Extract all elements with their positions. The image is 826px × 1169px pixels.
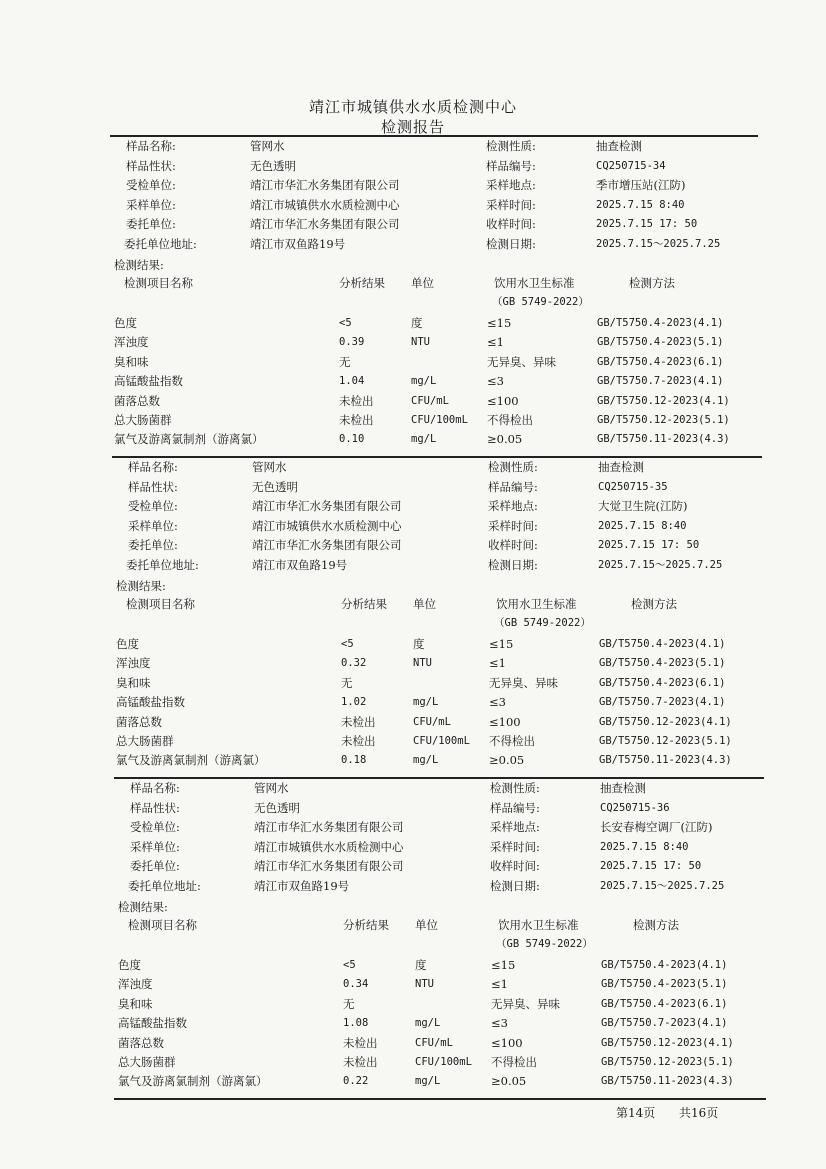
label-sample-no: 样品编号: <box>490 800 540 815</box>
row-standard: 无异臭、异味 <box>491 996 560 1011</box>
row-item-name: 高锰酸盐指数 <box>116 695 185 710</box>
row-result: <5 <box>341 638 354 650</box>
value-sample-name: 管网水 <box>254 781 289 795</box>
col-header-item: 检测项目名称 <box>124 276 193 290</box>
value-sample-no: CQ250715-34 <box>596 159 666 172</box>
label-receive-time: 收样时间: <box>486 217 536 232</box>
org-title: 靖江市城镇供水水质检测中心 <box>308 98 517 116</box>
label-entrust: 委托单位: <box>126 217 176 232</box>
value-entrust: 靖江市华汇水务集团有限公司 <box>252 538 402 553</box>
row-item-name: 浑浊度 <box>116 656 151 671</box>
col-header-unit: 单位 <box>413 597 436 611</box>
row-item-name: 氯气及游离氯制剂（游离氯） <box>116 753 266 768</box>
col-header-method: 检测方法 <box>629 276 675 290</box>
row-standard: ≤1 <box>489 656 506 671</box>
label-sample-trait: 样品性状: <box>130 800 180 815</box>
row-standard: 不得检出 <box>489 734 535 748</box>
col-header-item: 检测项目名称 <box>126 597 195 611</box>
label-entrust-addr: 委托单位地址: <box>124 237 197 251</box>
row-result: 0.22 <box>343 1075 369 1088</box>
row-standard: ≥0.05 <box>491 1074 527 1089</box>
row-item-name: 色度 <box>116 637 139 651</box>
col-header-method: 检测方法 <box>631 597 677 611</box>
col-header-standard-code: （GB 5749-2022） <box>494 617 591 629</box>
value-sample-time: 2025.7.15 8:40 <box>596 198 685 211</box>
value-entrust-addr: 靖江市双鱼路19号 <box>252 558 348 572</box>
row-item-name: 臭和味 <box>116 675 151 690</box>
row-method: GB/T5750.7-2023(4.1) <box>601 1017 728 1030</box>
row-result: 未检出 <box>341 714 376 729</box>
label-sample-site: 采样地点: <box>488 499 538 514</box>
label-entrust-addr: 委托单位地址: <box>126 558 199 572</box>
col-header-unit: 单位 <box>415 918 438 932</box>
label-test-type: 检测性质: <box>486 139 536 153</box>
label-entrust: 委托单位: <box>128 538 178 553</box>
value-test-date: 2025.7.15～2025.7.25 <box>598 559 723 571</box>
value-sample-site: 大觉卫生院(江防) <box>598 499 688 514</box>
label-client: 受检单位: <box>128 499 178 514</box>
row-method: GB/T5750.11-2023(4.3) <box>601 1075 734 1088</box>
row-result: 0.34 <box>343 978 369 991</box>
value-receive-time: 2025.7.15 17: 50 <box>596 218 698 231</box>
label-sample-name: 样品名称: <box>128 460 178 474</box>
row-method: GB/T5750.4-2023(6.1) <box>597 355 724 368</box>
row-result: 0.18 <box>341 754 367 767</box>
row-method: GB/T5750.12-2023(4.1) <box>601 1036 734 1049</box>
results-label: 检测结果: <box>114 258 164 272</box>
row-item-name: 菌落总数 <box>116 714 162 729</box>
value-sample-trait: 无色透明 <box>250 158 296 173</box>
row-result: 0.39 <box>339 336 365 349</box>
label-test-date: 检测日期: <box>490 879 540 893</box>
row-standard: ≤15 <box>491 958 516 972</box>
col-header-standard: 饮用水卫生标准 <box>496 597 577 611</box>
label-entrust-addr: 委托单位地址: <box>128 879 201 893</box>
row-standard: ≤3 <box>489 695 506 710</box>
row-item-name: 臭和味 <box>118 996 153 1011</box>
row-standard: ≤100 <box>489 714 521 729</box>
row-standard: ≥0.05 <box>489 753 525 768</box>
row-method: GB/T5750.12-2023(5.1) <box>597 414 730 426</box>
label-sample-trait: 样品性状: <box>126 158 176 173</box>
row-method: GB/T5750.7-2023(4.1) <box>597 375 724 388</box>
label-sample-no: 样品编号: <box>486 158 536 173</box>
row-unit: mg/L <box>415 1017 441 1030</box>
label-sample-trait: 样品性状: <box>128 479 178 494</box>
row-method: GB/T5750.4-2023(6.1) <box>599 676 726 689</box>
row-result: 未检出 <box>343 1055 378 1069</box>
value-test-date: 2025.7.15～2025.7.25 <box>596 238 721 250</box>
row-result: 未检出 <box>339 413 374 427</box>
row-unit: CFU/100mL <box>413 735 470 747</box>
label-sample-no: 样品编号: <box>488 479 538 494</box>
value-client: 靖江市华汇水务集团有限公司 <box>252 499 402 514</box>
row-unit: CFU/mL <box>415 1036 453 1049</box>
value-sample-site: 长安春梅空调厂(江防) <box>600 820 713 835</box>
col-header-item: 检测项目名称 <box>128 918 197 932</box>
label-sample-site: 采样地点: <box>490 820 540 835</box>
value-receive-time: 2025.7.15 17: 50 <box>600 860 702 873</box>
label-client: 受检单位: <box>130 820 180 835</box>
row-unit: CFU/mL <box>413 715 451 728</box>
value-sample-name: 管网水 <box>252 460 287 474</box>
row-result: 无 <box>343 996 355 1011</box>
value-entrust: 靖江市华汇水务集团有限公司 <box>250 217 400 232</box>
row-unit: mg/L <box>415 1075 441 1088</box>
row-standard: 不得检出 <box>491 1055 537 1069</box>
row-item-name: 总大肠菌群 <box>114 413 172 427</box>
value-test-type: 抽查检测 <box>600 781 646 795</box>
row-unit: mg/L <box>413 696 439 709</box>
row-unit: NTU <box>413 657 432 670</box>
row-standard: ≤100 <box>487 393 519 408</box>
value-sampler: 靖江市城镇供水水质检测中心 <box>252 518 402 533</box>
row-unit: mg/L <box>413 754 439 767</box>
row-standard: ≤3 <box>491 1016 508 1031</box>
row-method: GB/T5750.11-2023(4.3) <box>599 754 732 767</box>
label-receive-time: 收样时间: <box>490 859 540 874</box>
row-unit: CFU/100mL <box>415 1056 472 1068</box>
value-sample-trait: 无色透明 <box>252 479 298 494</box>
row-standard: ≤100 <box>491 1035 523 1050</box>
row-unit: NTU <box>415 978 434 991</box>
row-item-name: 菌落总数 <box>114 393 160 408</box>
report-title: 检测报告 <box>380 118 445 136</box>
label-test-date: 检测日期: <box>486 237 536 251</box>
row-unit: mg/L <box>411 433 437 446</box>
row-result: 0.10 <box>339 433 365 446</box>
value-sample-time: 2025.7.15 8:40 <box>600 840 689 853</box>
label-sampler: 采样单位: <box>128 518 178 533</box>
value-sample-no: CQ250715-35 <box>598 480 668 493</box>
label-test-type: 检测性质: <box>490 781 540 795</box>
row-item-name: 浑浊度 <box>114 335 149 350</box>
section-divider <box>110 135 758 137</box>
col-header-result: 分析结果 <box>341 597 387 611</box>
col-header-standard: 饮用水卫生标准 <box>494 276 575 290</box>
col-header-standard-code: （GB 5749-2022） <box>496 938 593 950</box>
row-unit: 度 <box>411 316 423 330</box>
value-test-type: 抽查检测 <box>598 460 644 474</box>
label-receive-time: 收样时间: <box>488 538 538 553</box>
label-test-type: 检测性质: <box>488 460 538 474</box>
row-method: GB/T5750.4-2023(4.1) <box>599 638 726 650</box>
label-sample-time: 采样时间: <box>490 839 540 854</box>
label-test-date: 检测日期: <box>488 558 538 572</box>
row-item-name: 总大肠菌群 <box>116 734 174 748</box>
page-total: 共16页 <box>679 1106 719 1120</box>
row-standard: 无异臭、异味 <box>487 354 556 369</box>
row-item-name: 臭和味 <box>114 354 149 369</box>
value-entrust-addr: 靖江市双鱼路19号 <box>250 237 346 251</box>
value-sample-time: 2025.7.15 8:40 <box>598 519 687 532</box>
results-label: 检测结果: <box>116 579 166 593</box>
value-entrust-addr: 靖江市双鱼路19号 <box>254 879 350 893</box>
row-method: GB/T5750.11-2023(4.3) <box>597 433 730 446</box>
row-method: GB/T5750.12-2023(5.1) <box>599 735 732 747</box>
row-item-name: 高锰酸盐指数 <box>114 374 183 389</box>
value-sample-site: 季市增压站(江防) <box>596 178 686 193</box>
value-sample-name: 管网水 <box>250 139 285 153</box>
col-header-standard: 饮用水卫生标准 <box>498 918 579 932</box>
row-standard: 无异臭、异味 <box>489 675 558 690</box>
value-sample-trait: 无色透明 <box>254 800 300 815</box>
row-item-name: 氯气及游离氯制剂（游离氯） <box>118 1074 268 1089</box>
value-sampler: 靖江市城镇供水水质检测中心 <box>250 197 400 212</box>
page-number: 第14页 <box>616 1106 656 1120</box>
row-result: 无 <box>341 675 353 690</box>
row-method: GB/T5750.4-2023(5.1) <box>597 336 724 349</box>
label-sample-time: 采样时间: <box>486 197 536 212</box>
label-sample-name: 样品名称: <box>130 781 180 795</box>
row-result: 0.32 <box>341 657 367 670</box>
row-standard: 不得检出 <box>487 413 533 427</box>
row-standard: ≤1 <box>487 335 504 350</box>
value-sample-no: CQ250715-36 <box>600 801 670 814</box>
row-method: GB/T5750.4-2023(4.1) <box>601 959 728 971</box>
col-header-result: 分析结果 <box>339 276 385 290</box>
results-label: 检测结果: <box>118 900 168 914</box>
col-header-standard-code: （GB 5749-2022） <box>492 296 589 308</box>
row-standard: ≥0.05 <box>487 432 523 447</box>
row-result: <5 <box>343 959 356 971</box>
label-client: 受检单位: <box>126 178 176 193</box>
col-header-result: 分析结果 <box>343 918 389 932</box>
row-method: GB/T5750.4-2023(5.1) <box>599 657 726 670</box>
col-header-method: 检测方法 <box>633 918 679 932</box>
row-item-name: 氯气及游离氯制剂（游离氯） <box>114 432 264 447</box>
label-sample-name: 样品名称: <box>126 139 176 153</box>
row-unit: mg/L <box>411 375 437 388</box>
label-entrust: 委托单位: <box>130 859 180 874</box>
row-item-name: 浑浊度 <box>118 977 153 992</box>
row-unit: 度 <box>413 637 425 651</box>
row-item-name: 菌落总数 <box>118 1035 164 1050</box>
label-sample-time: 采样时间: <box>488 518 538 533</box>
row-item-name: 总大肠菌群 <box>118 1055 176 1069</box>
bottom-divider <box>114 1098 766 1100</box>
row-item-name: 高锰酸盐指数 <box>118 1016 187 1031</box>
row-method: GB/T5750.4-2023(6.1) <box>601 997 728 1010</box>
row-result: 未检出 <box>341 734 376 748</box>
row-result: 无 <box>339 354 351 369</box>
row-result: <5 <box>339 317 352 329</box>
row-unit: CFU/100mL <box>411 414 468 426</box>
value-test-type: 抽查检测 <box>596 139 642 153</box>
row-unit: 度 <box>415 958 427 972</box>
row-result: 1.04 <box>339 375 365 388</box>
row-method: GB/T5750.12-2023(4.1) <box>599 715 732 728</box>
row-result: 1.08 <box>343 1017 369 1030</box>
row-unit: NTU <box>411 336 430 349</box>
row-method: GB/T5750.4-2023(5.1) <box>601 978 728 991</box>
row-result: 1.02 <box>341 696 367 709</box>
row-standard: ≤15 <box>489 637 514 651</box>
value-test-date: 2025.7.15～2025.7.25 <box>600 880 725 892</box>
value-client: 靖江市华汇水务集团有限公司 <box>254 820 404 835</box>
section-divider <box>112 456 762 458</box>
row-method: GB/T5750.7-2023(4.1) <box>599 696 726 709</box>
row-unit: CFU/mL <box>411 394 449 407</box>
value-receive-time: 2025.7.15 17: 50 <box>598 539 700 552</box>
row-result: 未检出 <box>339 393 374 408</box>
value-entrust: 靖江市华汇水务集团有限公司 <box>254 859 404 874</box>
section-divider <box>114 777 764 779</box>
label-sample-site: 采样地点: <box>486 178 536 193</box>
col-header-unit: 单位 <box>411 276 434 290</box>
row-method: GB/T5750.12-2023(4.1) <box>597 394 730 407</box>
row-method: GB/T5750.4-2023(4.1) <box>597 317 724 329</box>
row-result: 未检出 <box>343 1035 378 1050</box>
row-method: GB/T5750.12-2023(5.1) <box>601 1056 734 1068</box>
label-sampler: 采样单位: <box>126 197 176 212</box>
row-standard: ≤3 <box>487 374 504 389</box>
value-client: 靖江市华汇水务集团有限公司 <box>250 178 400 193</box>
label-sampler: 采样单位: <box>130 839 180 854</box>
row-standard: ≤15 <box>487 316 512 330</box>
row-item-name: 色度 <box>114 316 137 330</box>
row-standard: ≤1 <box>491 977 508 992</box>
row-item-name: 色度 <box>118 958 141 972</box>
value-sampler: 靖江市城镇供水水质检测中心 <box>254 839 404 854</box>
